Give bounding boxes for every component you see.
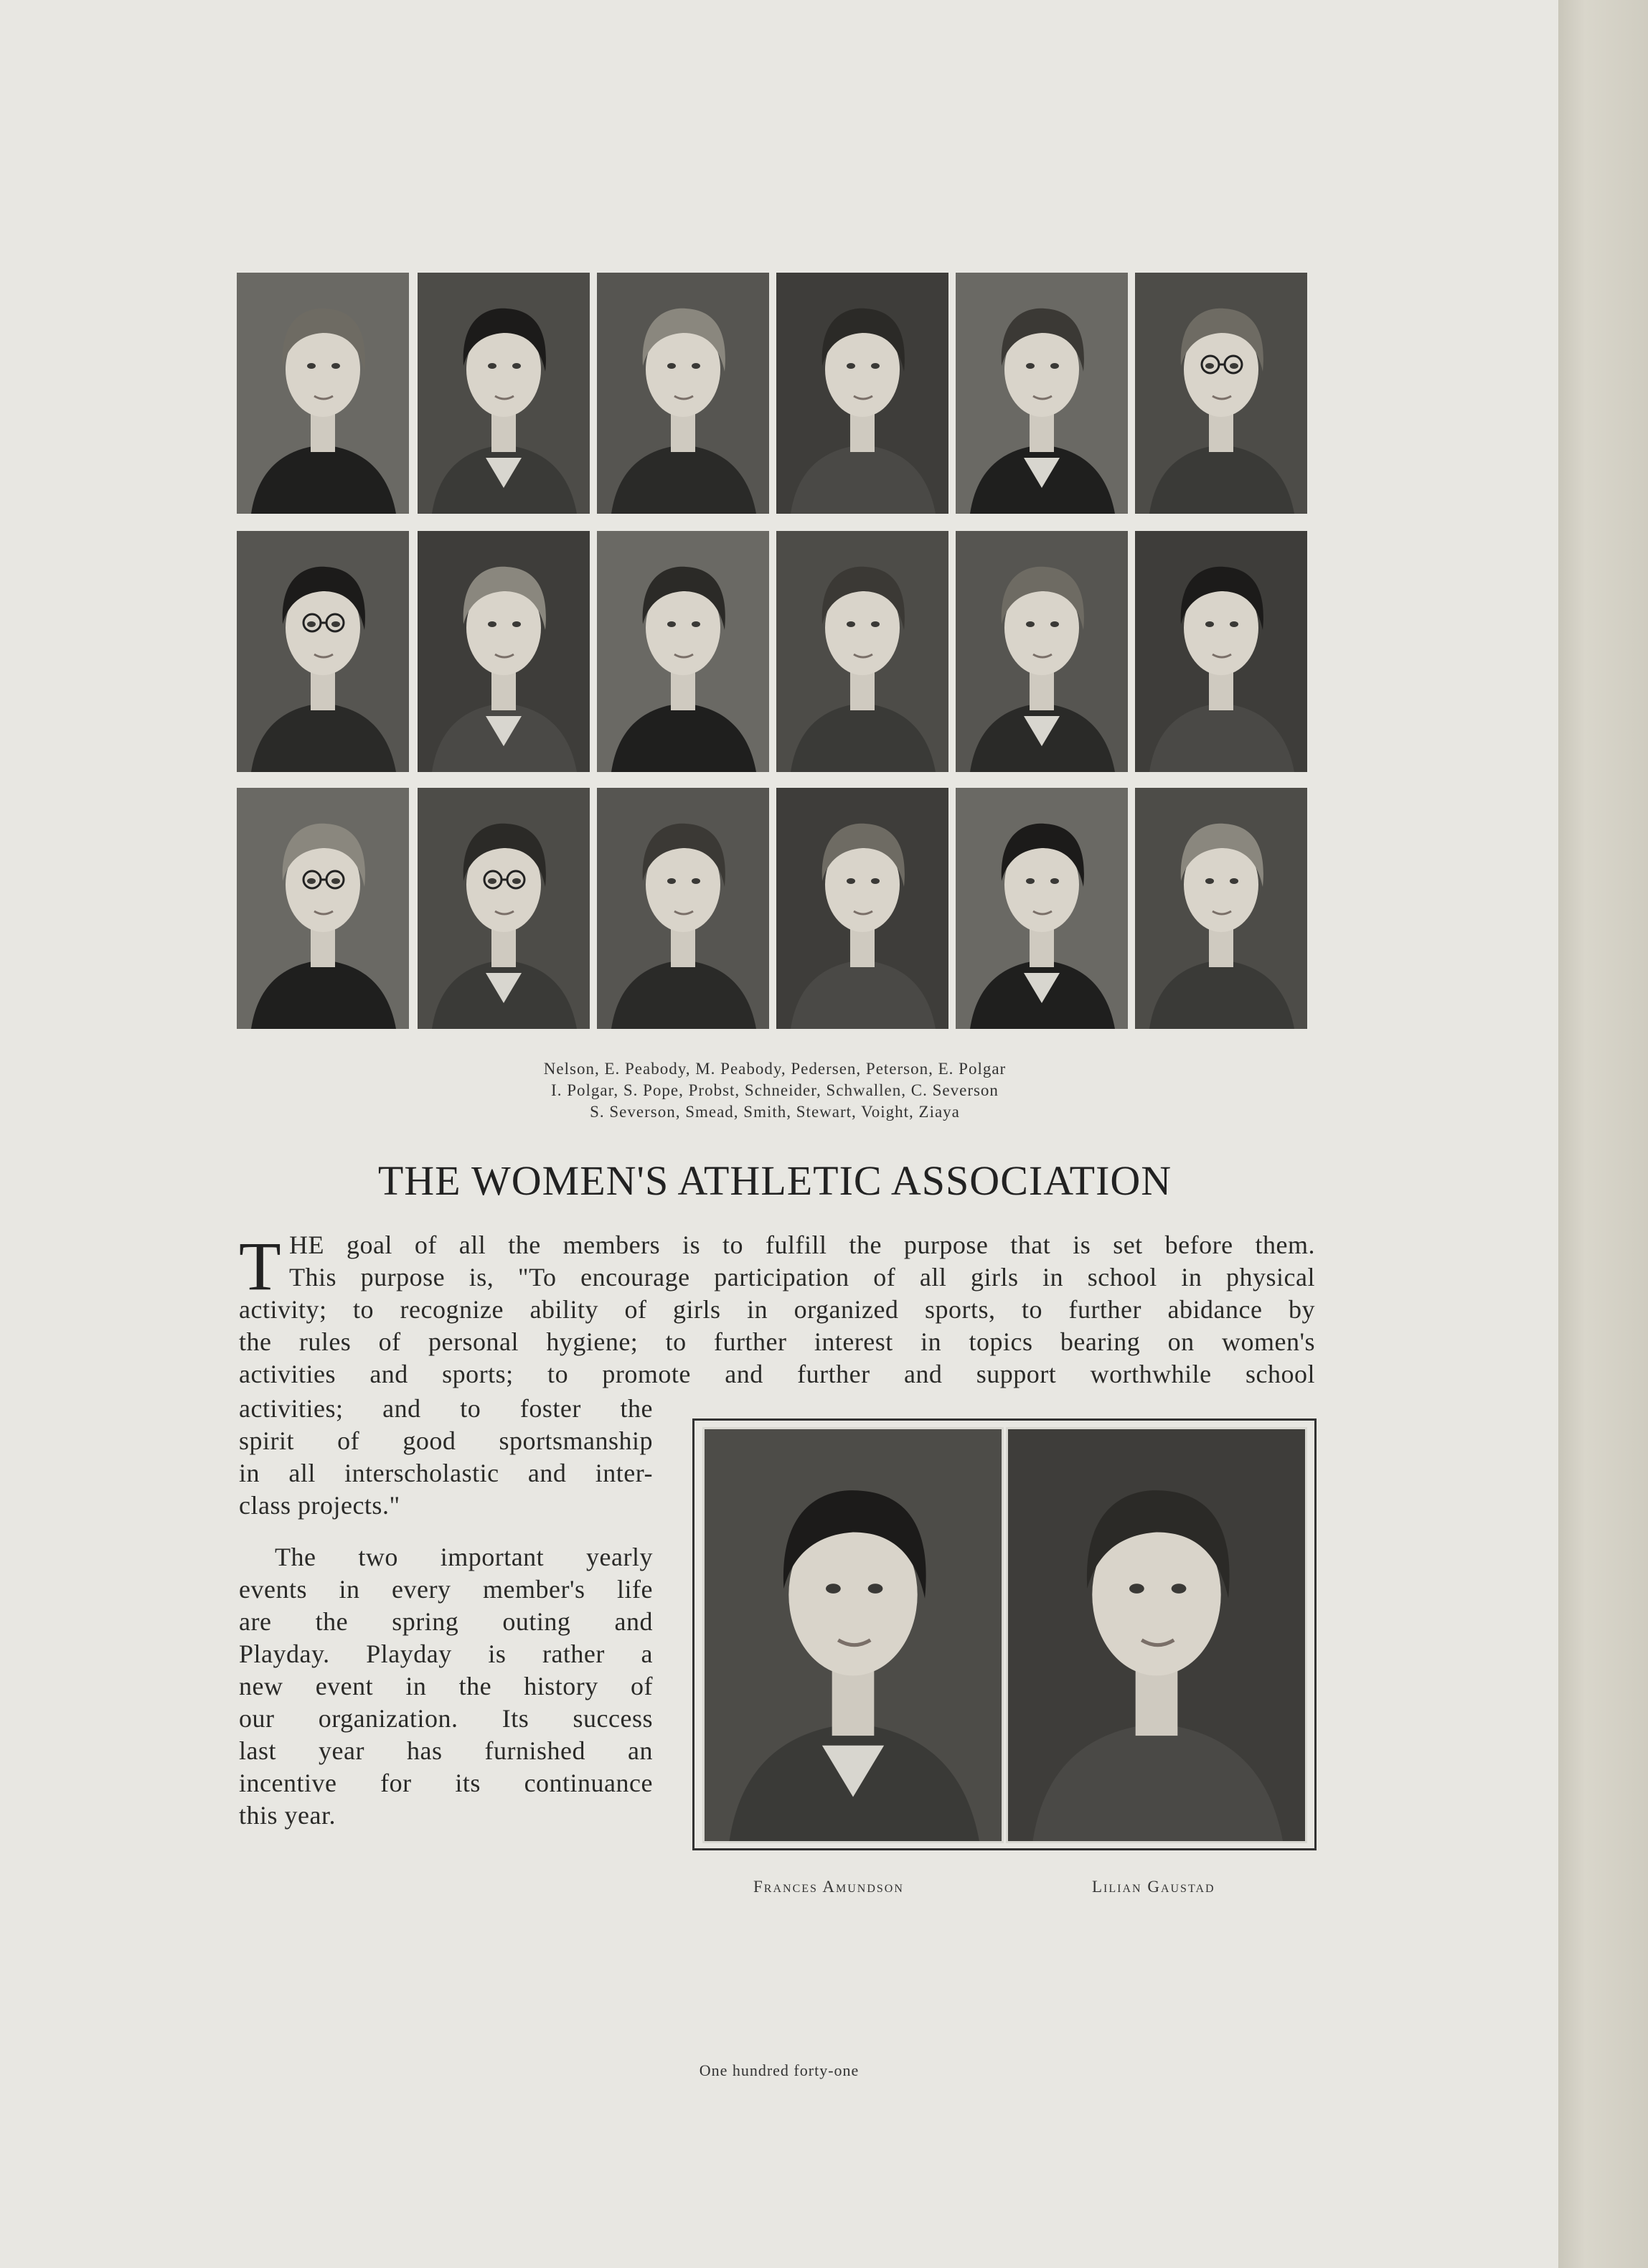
portrait-grid	[237, 273, 1313, 1040]
body-text-line: class projects."	[239, 1491, 400, 1520]
drop-cap: T	[239, 1228, 281, 1304]
officer-name: Frances Amundson	[753, 1878, 904, 1896]
officer-portrait	[705, 1429, 1002, 1841]
page-title: THE WOMEN'S ATHLETIC ASSOCIATION	[377, 1157, 1172, 1204]
member-portrait	[956, 531, 1128, 772]
body-text-line: Playday. Playday is rather a	[239, 1639, 653, 1668]
body-text-line: The two important yearly	[275, 1543, 653, 1571]
member-portrait	[956, 788, 1128, 1029]
page-edge	[1558, 0, 1648, 2268]
member-portrait	[597, 273, 769, 514]
body-text-line: incentive for its continuance	[239, 1769, 653, 1797]
body-text-line: activity; to recognize ability of girls in organized sports, to further abidance by	[239, 1295, 1315, 1324]
member-portrait	[956, 273, 1128, 514]
body-text-line: our organization. Its success	[239, 1704, 653, 1733]
member-portrait	[1135, 788, 1307, 1029]
member-portrait	[776, 531, 948, 772]
member-portrait	[237, 531, 409, 772]
page-number: One hundred forty-one	[699, 2061, 860, 2079]
member-portrait	[1135, 531, 1307, 772]
member-portrait	[597, 788, 769, 1029]
body-text-line: activities; and to foster the	[239, 1394, 653, 1423]
officer-photos	[692, 1418, 1317, 1850]
caption-line: Nelson, E. Peabody, M. Peabody, Pedersen, Peterson, E. Polgar	[543, 1060, 1007, 1078]
member-portrait	[776, 788, 948, 1029]
member-portrait	[597, 531, 769, 772]
body-text-line: the rules of personal hygiene; to further interest in topics bearing on women's	[239, 1327, 1315, 1356]
member-portrait	[418, 531, 590, 772]
member-portrait	[237, 273, 409, 514]
body-text-line: new event in the history of	[239, 1672, 653, 1700]
body-text-line: this year.	[239, 1801, 336, 1830]
body-text-line: events in every member's life	[239, 1575, 653, 1604]
officer-name: Lilian Gaustad	[1092, 1878, 1215, 1896]
body-text-line: are the spring outing and	[239, 1607, 653, 1636]
member-portrait	[776, 273, 948, 514]
caption-line: I. Polgar, S. Pope, Probst, Schneider, Schwallen, C. Severson	[551, 1081, 999, 1099]
caption-line: S. Severson, Smead, Smith, Stewart, Voight, Ziaya	[590, 1103, 960, 1121]
body-text-line: activities and sports; to promote and further and support worthwhile school	[239, 1360, 1315, 1388]
member-portrait	[237, 788, 409, 1029]
body-text-line: HE goal of all the members is to fulfill the purpose that is set before them.	[289, 1231, 1315, 1259]
member-portrait	[1135, 273, 1307, 514]
portrait-caption	[402, 1058, 1148, 1123]
body-text-line: spirit of good sportsmanship	[239, 1426, 653, 1455]
body-text-line: This purpose is, "To encourage participation of all girls in school in physical	[289, 1263, 1315, 1291]
body-text-line: last year has furnished an	[239, 1736, 653, 1765]
body-text-line: in all interscholastic and inter-	[239, 1459, 653, 1487]
member-portrait	[418, 788, 590, 1029]
officer-portrait	[1008, 1429, 1305, 1841]
member-portrait	[418, 273, 590, 514]
